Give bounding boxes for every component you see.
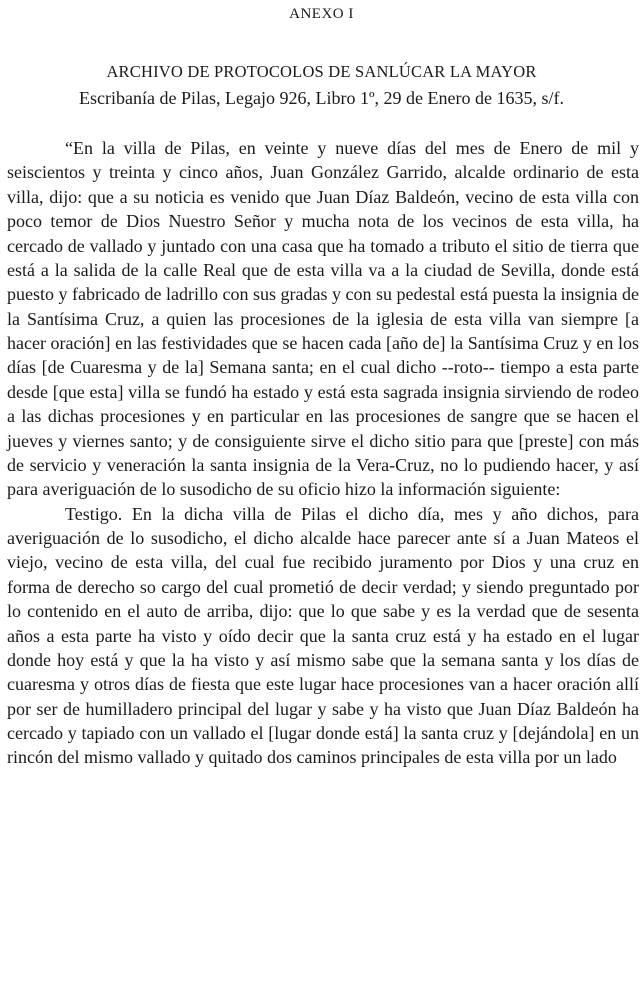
paragraph-deposition-intro: “En la villa de Pilas, en veinte y nueve días del mes de Enero de mil y seiscientos y treinta y cinco años, Juan González Garrido, alcalde ordinario de esta villa, dijo: que a su noticia es venido que Juan Díaz Baldeón, vecino de esta villa con poco temor de Dios Nuestro Señor y mucha nota de los vecinos de esta villa, ha cercado de vallado y juntado con una casa que ha tomado a tributo el sitio de tierra que está a la salida de la calle Real que de esta villa va a la ciudad de Sevilla, donde está puesto y fabricado de ladrillo con sus gradas y con su pedestal está puesta la insignia de la Santísima Cruz, a quien las procesiones de la iglesia de esta villa van siempre [a hacer oración] en las festividades que se hacen cada [año de] la Santísima Cruz y en los días [de Cuaresma y de la] Semana santa; en el cual dicho --roto-- tiempo a esta parte desde [que esta] villa se fundó ha estado y está esta sagrada insignia sirviendo de rodeo a las dichas procesiones y en particular en las procesiones de sangre que se hacen el jueves y viernes santo; y de consiguiente sirve el dicho sitio para que [preste] con más de servicio y veneración la santa insignia de la Vera-Cruz, no lo pudiendo hacer, y así para averiguación de lo susodicho de su oficio hizo la información siguiente:	[7, 138, 639, 500]
archive-heading: ARCHIVO DE PROTOCOLOS DE SANLÚCAR LA MAYOR	[106, 62, 537, 81]
paragraph-witness-testimony: Testigo. En la dicha villa de Pilas el dicho día, mes y año dichos, para averiguación de lo susodicho, el dicho alcalde hace parecer ante sí a Juan Mateos el viejo, vecino de esta villa, del cual fue recibido juramento por Dios y una cruz en forma de derecho so cargo del cual prometió de decir verdad; y siendo preguntado por lo contenido en el auto de arriba, dijo: que lo que sabe y es la verdad que de sesenta años a esta parte ha visto y oído decir que la santa cruz está y ha estado en el lugar donde hoy está y que la ha visto y así mismo sabe que la semana santa y los días de cuaresma y otros días de fiesta que este lugar hace procesiones van a hacer oración allí por ser de humilladero principal del lugar y sabe y ha visto que Juan Díaz Baldeón ha cercado y tapiado con un vallado el [lugar donde está] la santa cruz y [dejándola] en un rincón del mismo vallado y quitado dos caminos principales de esta villa por un lado	[7, 503, 639, 768]
archive-reference: Escribanía de Pilas, Legajo 926, Libro 1º, 29 de Enero de 1635, s/f.	[79, 88, 564, 108]
document-body	[7, 136, 639, 770]
annex-heading: ANEXO I	[289, 6, 354, 22]
